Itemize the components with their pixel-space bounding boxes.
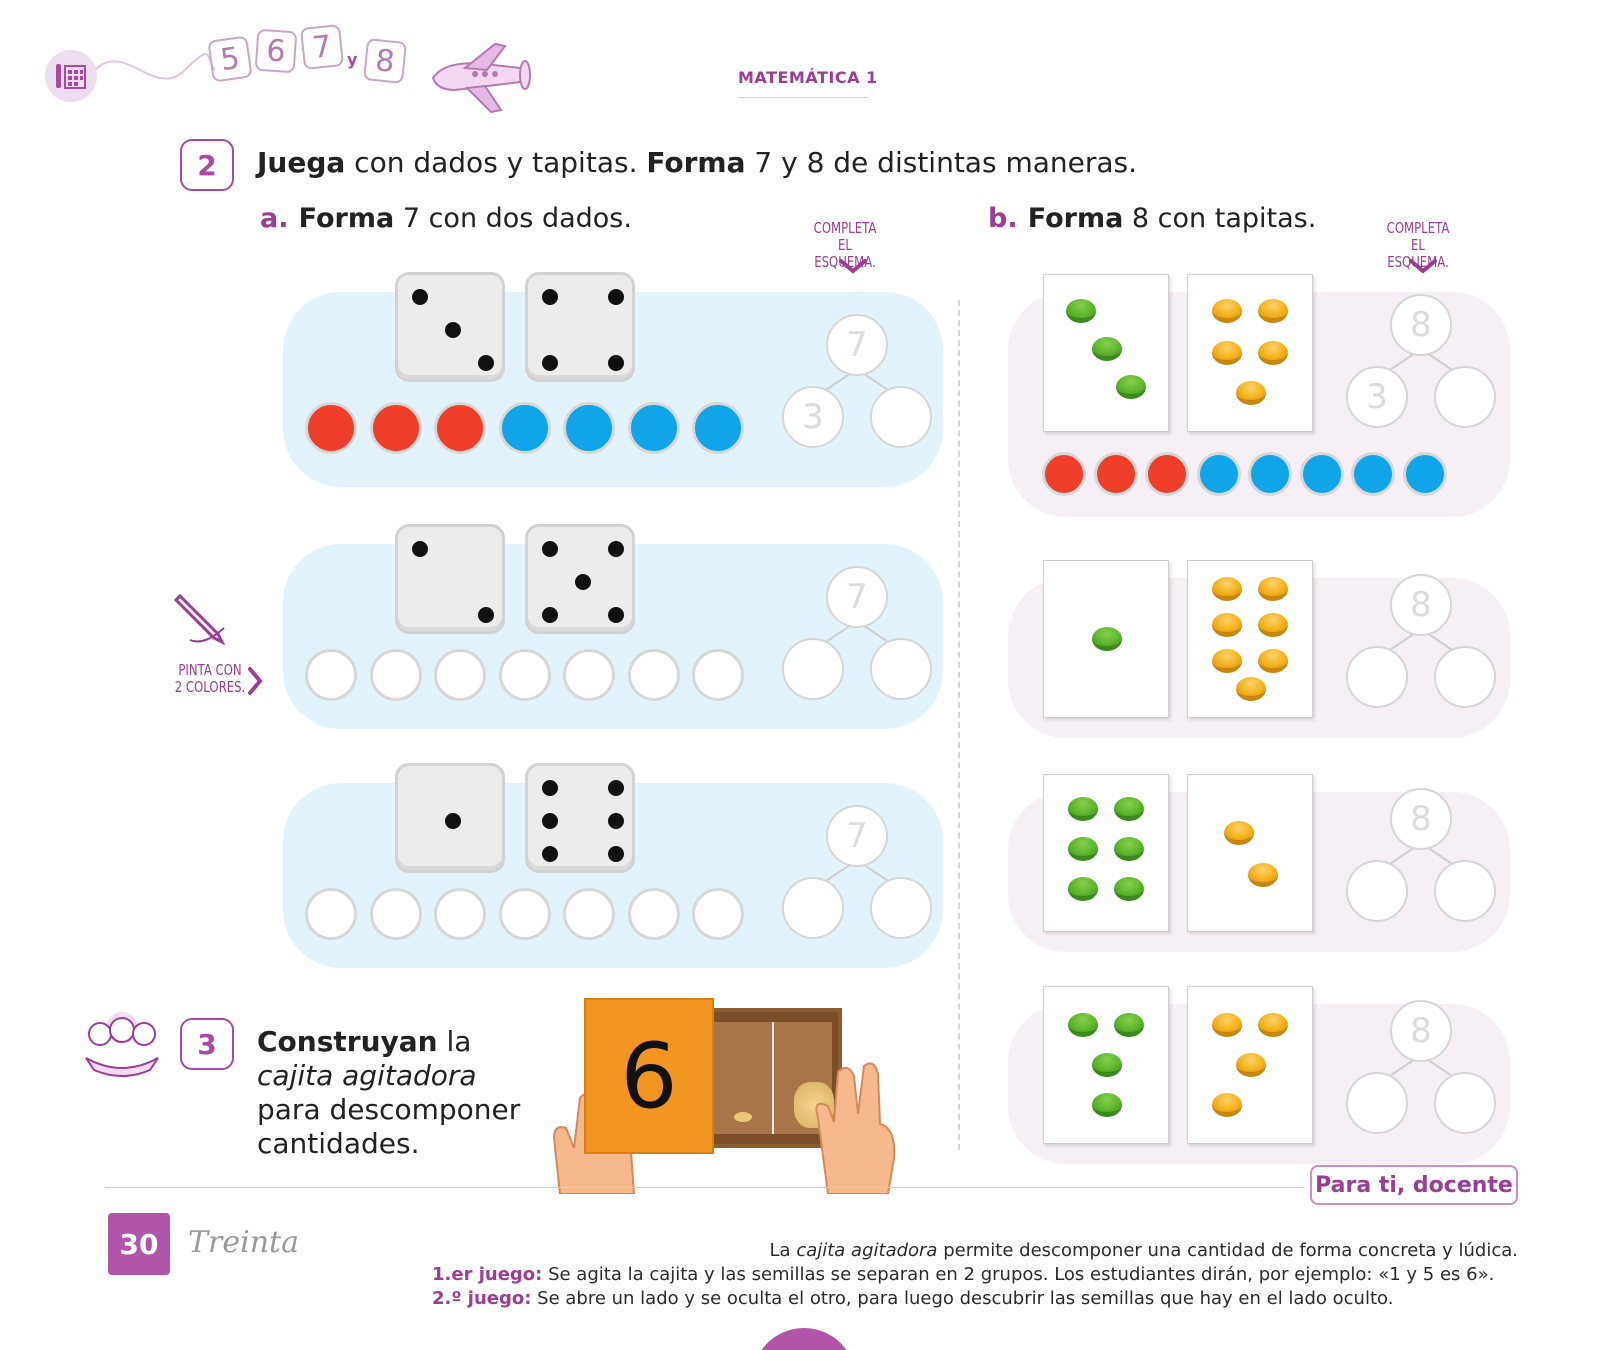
yellow-caps-card: [1187, 560, 1313, 718]
yellow-caps-card: [1187, 274, 1313, 432]
bond-right-circle[interactable]: [870, 386, 932, 448]
bond-top-circle: 7: [826, 566, 888, 628]
bond-left-circle[interactable]: [782, 877, 844, 939]
die-pip: [478, 607, 494, 623]
group-children-icon: [80, 1008, 164, 1078]
empty-counter[interactable]: [434, 888, 486, 940]
airplane-icon: [425, 40, 535, 115]
subject-underline: [738, 97, 868, 98]
bond-right-circle[interactable]: [1434, 646, 1496, 708]
yellow-cap: [1258, 299, 1288, 323]
activity-2-number: 2: [180, 139, 234, 191]
green-cap: [1114, 877, 1144, 901]
counter-blue: [1351, 452, 1395, 496]
number-bond: [782, 566, 932, 706]
die-pip: [608, 846, 624, 862]
bond-right-circle[interactable]: [870, 638, 932, 700]
bond-top-circle: 8: [1390, 788, 1452, 850]
right-hand-icon: [808, 1058, 898, 1194]
empty-counter[interactable]: [370, 888, 422, 940]
yellow-cap: [1224, 821, 1254, 845]
decorative-swirl: [95, 40, 215, 100]
chevron-down-icon: [1408, 258, 1438, 274]
green-cap: [1092, 1053, 1122, 1077]
empty-counter[interactable]: [434, 649, 486, 701]
green-cap: [1068, 1013, 1098, 1037]
part-a-note: COMPLETA EL ESQUEMA.: [813, 219, 877, 271]
die-face-4: [525, 272, 635, 382]
die-pip: [542, 813, 558, 829]
activity-3-number: 3: [180, 1018, 234, 1070]
tile-7: 7: [300, 24, 344, 70]
counter-red: [1042, 452, 1086, 496]
yellow-cap: [1212, 1093, 1242, 1117]
green-cap: [1066, 299, 1096, 323]
counter-blue: [692, 402, 744, 454]
empty-counter[interactable]: [563, 649, 615, 701]
empty-counter[interactable]: [628, 649, 680, 701]
die-pip: [608, 541, 624, 557]
calculator-icon: [45, 50, 97, 102]
green-cap: [1068, 837, 1098, 861]
bond-right-circle[interactable]: [870, 877, 932, 939]
activity-3-text: Construyan la cajita agitadora para descomponer cantidades.: [257, 1025, 521, 1160]
green-cap: [1114, 837, 1144, 861]
yellow-cap: [1212, 649, 1242, 673]
bond-left-circle[interactable]: [782, 638, 844, 700]
green-caps-card: [1043, 274, 1169, 432]
yellow-cap: [1212, 577, 1242, 601]
bond-top-circle: 7: [826, 314, 888, 376]
empty-counter[interactable]: [563, 888, 615, 940]
subject-title: MATEMÁTICA 1: [738, 68, 878, 87]
number-bond: [1346, 294, 1496, 434]
die-pip: [542, 541, 558, 557]
footer-divider: [105, 1187, 1305, 1188]
green-caps-card: [1043, 774, 1169, 932]
counter-blue: [563, 402, 615, 454]
yellow-cap: [1258, 649, 1288, 673]
chevron-right-icon: [246, 666, 264, 696]
yellow-cap: [1248, 863, 1278, 887]
yellow-caps-card: [1187, 774, 1313, 932]
number-bond: [1346, 1000, 1496, 1140]
die-face-2: [395, 524, 505, 634]
die-pip: [608, 355, 624, 371]
green-cap: [1114, 797, 1144, 821]
counter-red: [1145, 452, 1189, 496]
bond-top-circle: 8: [1390, 574, 1452, 636]
green-caps-card: [1043, 986, 1169, 1144]
counter-blue: [628, 402, 680, 454]
bond-right-circle[interactable]: [1434, 366, 1496, 428]
die-pip: [412, 289, 428, 305]
shaker-box-illustration: [550, 998, 895, 1194]
die-pip: [542, 355, 558, 371]
green-caps-card: [1043, 560, 1169, 718]
yellow-cap: [1212, 1013, 1242, 1037]
counter-blue: [1248, 452, 1292, 496]
bond-top-circle: 7: [826, 805, 888, 867]
bottom-tab: [752, 1328, 856, 1350]
empty-counter[interactable]: [370, 649, 422, 701]
counter-red: [305, 402, 357, 454]
die-pip: [608, 607, 624, 623]
empty-counter[interactable]: [628, 888, 680, 940]
empty-counter[interactable]: [305, 888, 357, 940]
die-face-6: [525, 763, 635, 873]
green-cap: [1092, 1093, 1122, 1117]
bond-right-circle[interactable]: [1434, 1072, 1496, 1134]
die-pip: [608, 813, 624, 829]
die-face-5: [525, 524, 635, 634]
counter-blue: [1300, 452, 1344, 496]
yellow-cap: [1258, 1013, 1288, 1037]
bond-left-circle: 3: [782, 386, 844, 448]
die-pip: [412, 541, 428, 557]
green-cap: [1114, 1013, 1144, 1037]
bond-top-circle: 8: [1390, 294, 1452, 356]
page-number-word: Treinta: [188, 1225, 299, 1260]
die-pip: [445, 813, 461, 829]
counter-red: [1094, 452, 1138, 496]
counter-red: [434, 402, 486, 454]
bond-right-circle[interactable]: [1434, 860, 1496, 922]
tile-8: 8: [363, 38, 407, 84]
paint-note: PINTA CON 2 COLORES.: [174, 661, 246, 696]
teacher-note-badge: Para ti, docente: [1310, 1165, 1518, 1205]
number-bond: [1346, 574, 1496, 714]
empty-counter[interactable]: [499, 888, 551, 940]
yellow-cap: [1258, 577, 1288, 601]
yellow-cap: [1258, 341, 1288, 365]
teacher-note-line-1: La cajita agitadora permite descomponer una cantidad de forma concreta y lúdica.: [769, 1240, 1518, 1261]
chevron-down-icon: [838, 258, 868, 274]
green-cap: [1068, 877, 1098, 901]
teacher-note-line-2: 1.er juego: Se agita la cajita y las semillas se separan en 2 grupos. Los estudiantes dirán, por ejemplo: «1 y 5 es 6».: [432, 1264, 1495, 1285]
yellow-cap: [1212, 613, 1242, 637]
counter-blue: [1197, 452, 1241, 496]
part-a-heading: a. Forma 7 con dos dados.: [260, 203, 632, 234]
yellow-cap: [1236, 677, 1266, 701]
number-bond: [782, 805, 932, 945]
tile-5: 5: [207, 35, 252, 82]
yellow-cap: [1236, 1053, 1266, 1077]
bond-top-circle: 8: [1390, 1000, 1452, 1062]
yellow-cap: [1212, 341, 1242, 365]
die-face-1: [395, 763, 505, 873]
die-pip: [542, 780, 558, 796]
teacher-note-line-3: 2.º juego: Se abre un lado y se oculta el otro, para luego descubrir las semillas que hay en el lado oculto.: [432, 1288, 1394, 1309]
counter-red: [370, 402, 422, 454]
tile-connector: y: [347, 50, 358, 69]
bond-left-circle[interactable]: [1346, 646, 1408, 708]
die-face-3: [395, 272, 505, 382]
column-divider: [958, 300, 960, 1150]
green-cap: [1116, 375, 1146, 399]
die-pip: [542, 607, 558, 623]
die-pip: [542, 289, 558, 305]
part-b-note: COMPLETA EL ESQUEMA.: [1386, 219, 1450, 271]
green-cap: [1092, 627, 1122, 651]
die-pip: [608, 780, 624, 796]
empty-counter[interactable]: [692, 649, 744, 701]
yellow-cap: [1258, 613, 1288, 637]
green-cap: [1092, 337, 1122, 361]
die-pip: [445, 322, 461, 338]
empty-counter[interactable]: [499, 649, 551, 701]
box-lid-number: 6: [584, 998, 714, 1154]
tile-6: 6: [255, 29, 298, 74]
activity-2-title: Juega con dados y tapitas. Forma 7 y 8 de distintas maneras.: [257, 146, 1138, 179]
page-number: 30: [108, 1213, 170, 1275]
yellow-caps-card: [1187, 986, 1313, 1144]
counter-blue: [499, 402, 551, 454]
bond-left-circle[interactable]: [1346, 860, 1408, 922]
empty-counter[interactable]: [305, 649, 357, 701]
bond-left-circle[interactable]: [1346, 1072, 1408, 1134]
part-b-heading: b. Forma 8 con tapitas.: [988, 203, 1317, 234]
number-bond: [1346, 788, 1496, 928]
die-pip: [608, 289, 624, 305]
empty-counter[interactable]: [692, 888, 744, 940]
number-bond: [782, 314, 932, 454]
die-pip: [478, 355, 494, 371]
yellow-cap: [1212, 299, 1242, 323]
bond-left-circle: 3: [1346, 366, 1408, 428]
pencil-icon: [170, 590, 232, 652]
die-pip: [542, 846, 558, 862]
yellow-cap: [1236, 381, 1266, 405]
green-cap: [1068, 797, 1098, 821]
die-pip: [575, 574, 591, 590]
counter-blue: [1403, 452, 1447, 496]
